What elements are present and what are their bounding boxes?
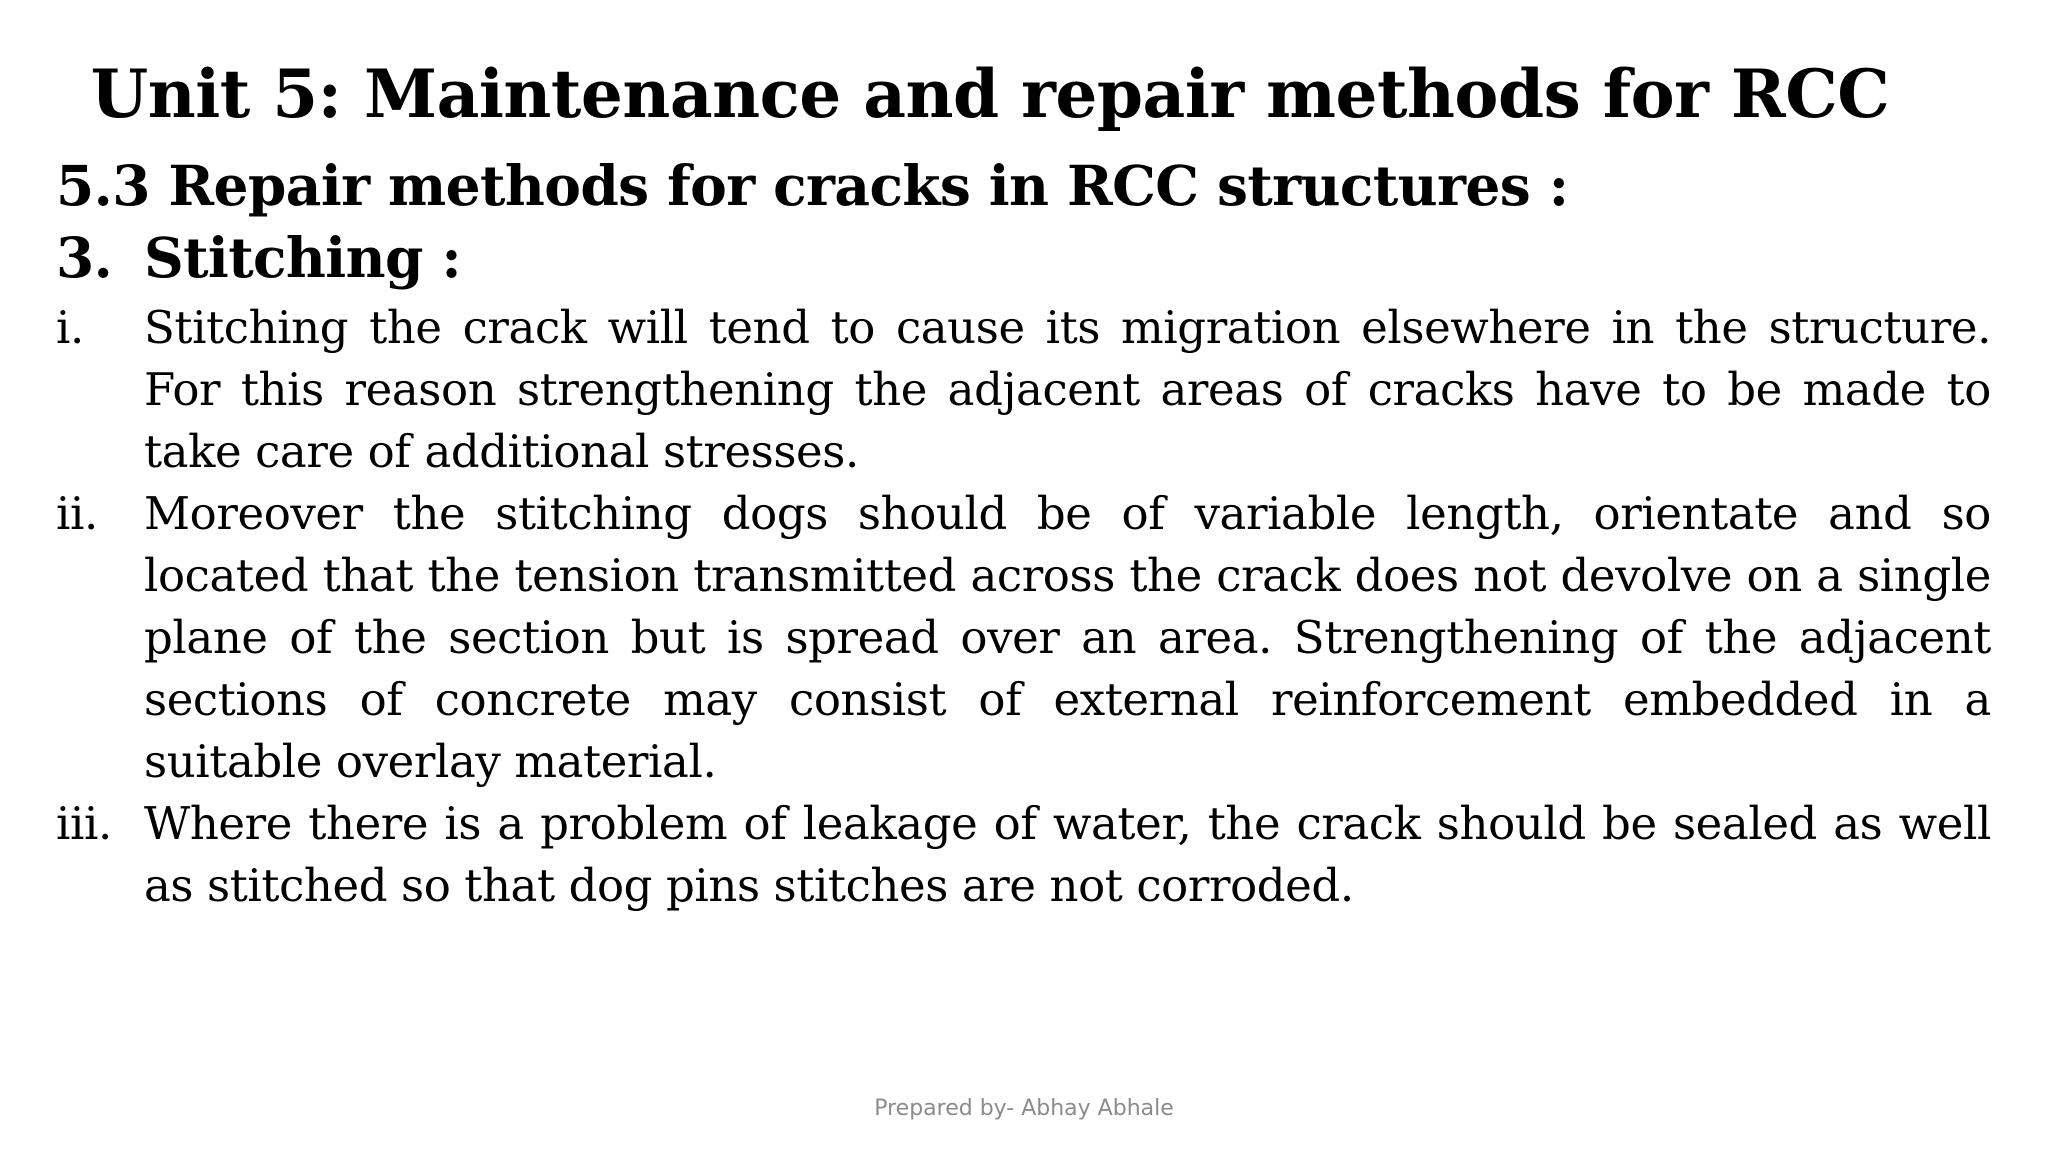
list-item-marker: i.	[56, 301, 84, 354]
section-heading: 5.3 Repair methods for cracks in RCC structures :	[56, 153, 1569, 218]
list-item	[56, 793, 1991, 917]
list-item	[56, 297, 1991, 483]
list-item-marker: ii.	[56, 487, 98, 540]
list-item-text: Where there is a problem of leakage of water, the crack should be sealed as well as stitched so that dog pins stitches are not corroded.	[144, 797, 1991, 912]
footer-credit: Prepared by- Abhay Abhale	[874, 1096, 1174, 1121]
sub-heading-text: Stitching :	[144, 225, 462, 290]
list-item	[56, 483, 1991, 793]
list-item-text: Stitching the crack will tend to cause its migration elsewhere in the structure. For this reason strengthening the adjacent areas of cracks have to be made to take care of additional stresses.	[144, 301, 1991, 478]
list-item-text: Moreover the stitching dogs should be of variable length, orientate and so located that the tension transmitted across the crack does not devolve on a single plane of the section but is spread over an area. Strengthening of the adjacent sections of concrete may consist of external reinforcement embedded in a suitable overlay material.	[144, 487, 1991, 788]
sub-heading-number: 3.	[56, 225, 113, 290]
point-list	[56, 297, 1991, 917]
slide-title: Unit 5: Maintenance and repair methods for RCC	[90, 55, 1890, 133]
list-item-marker: iii.	[56, 797, 112, 850]
sub-heading	[56, 222, 461, 294]
